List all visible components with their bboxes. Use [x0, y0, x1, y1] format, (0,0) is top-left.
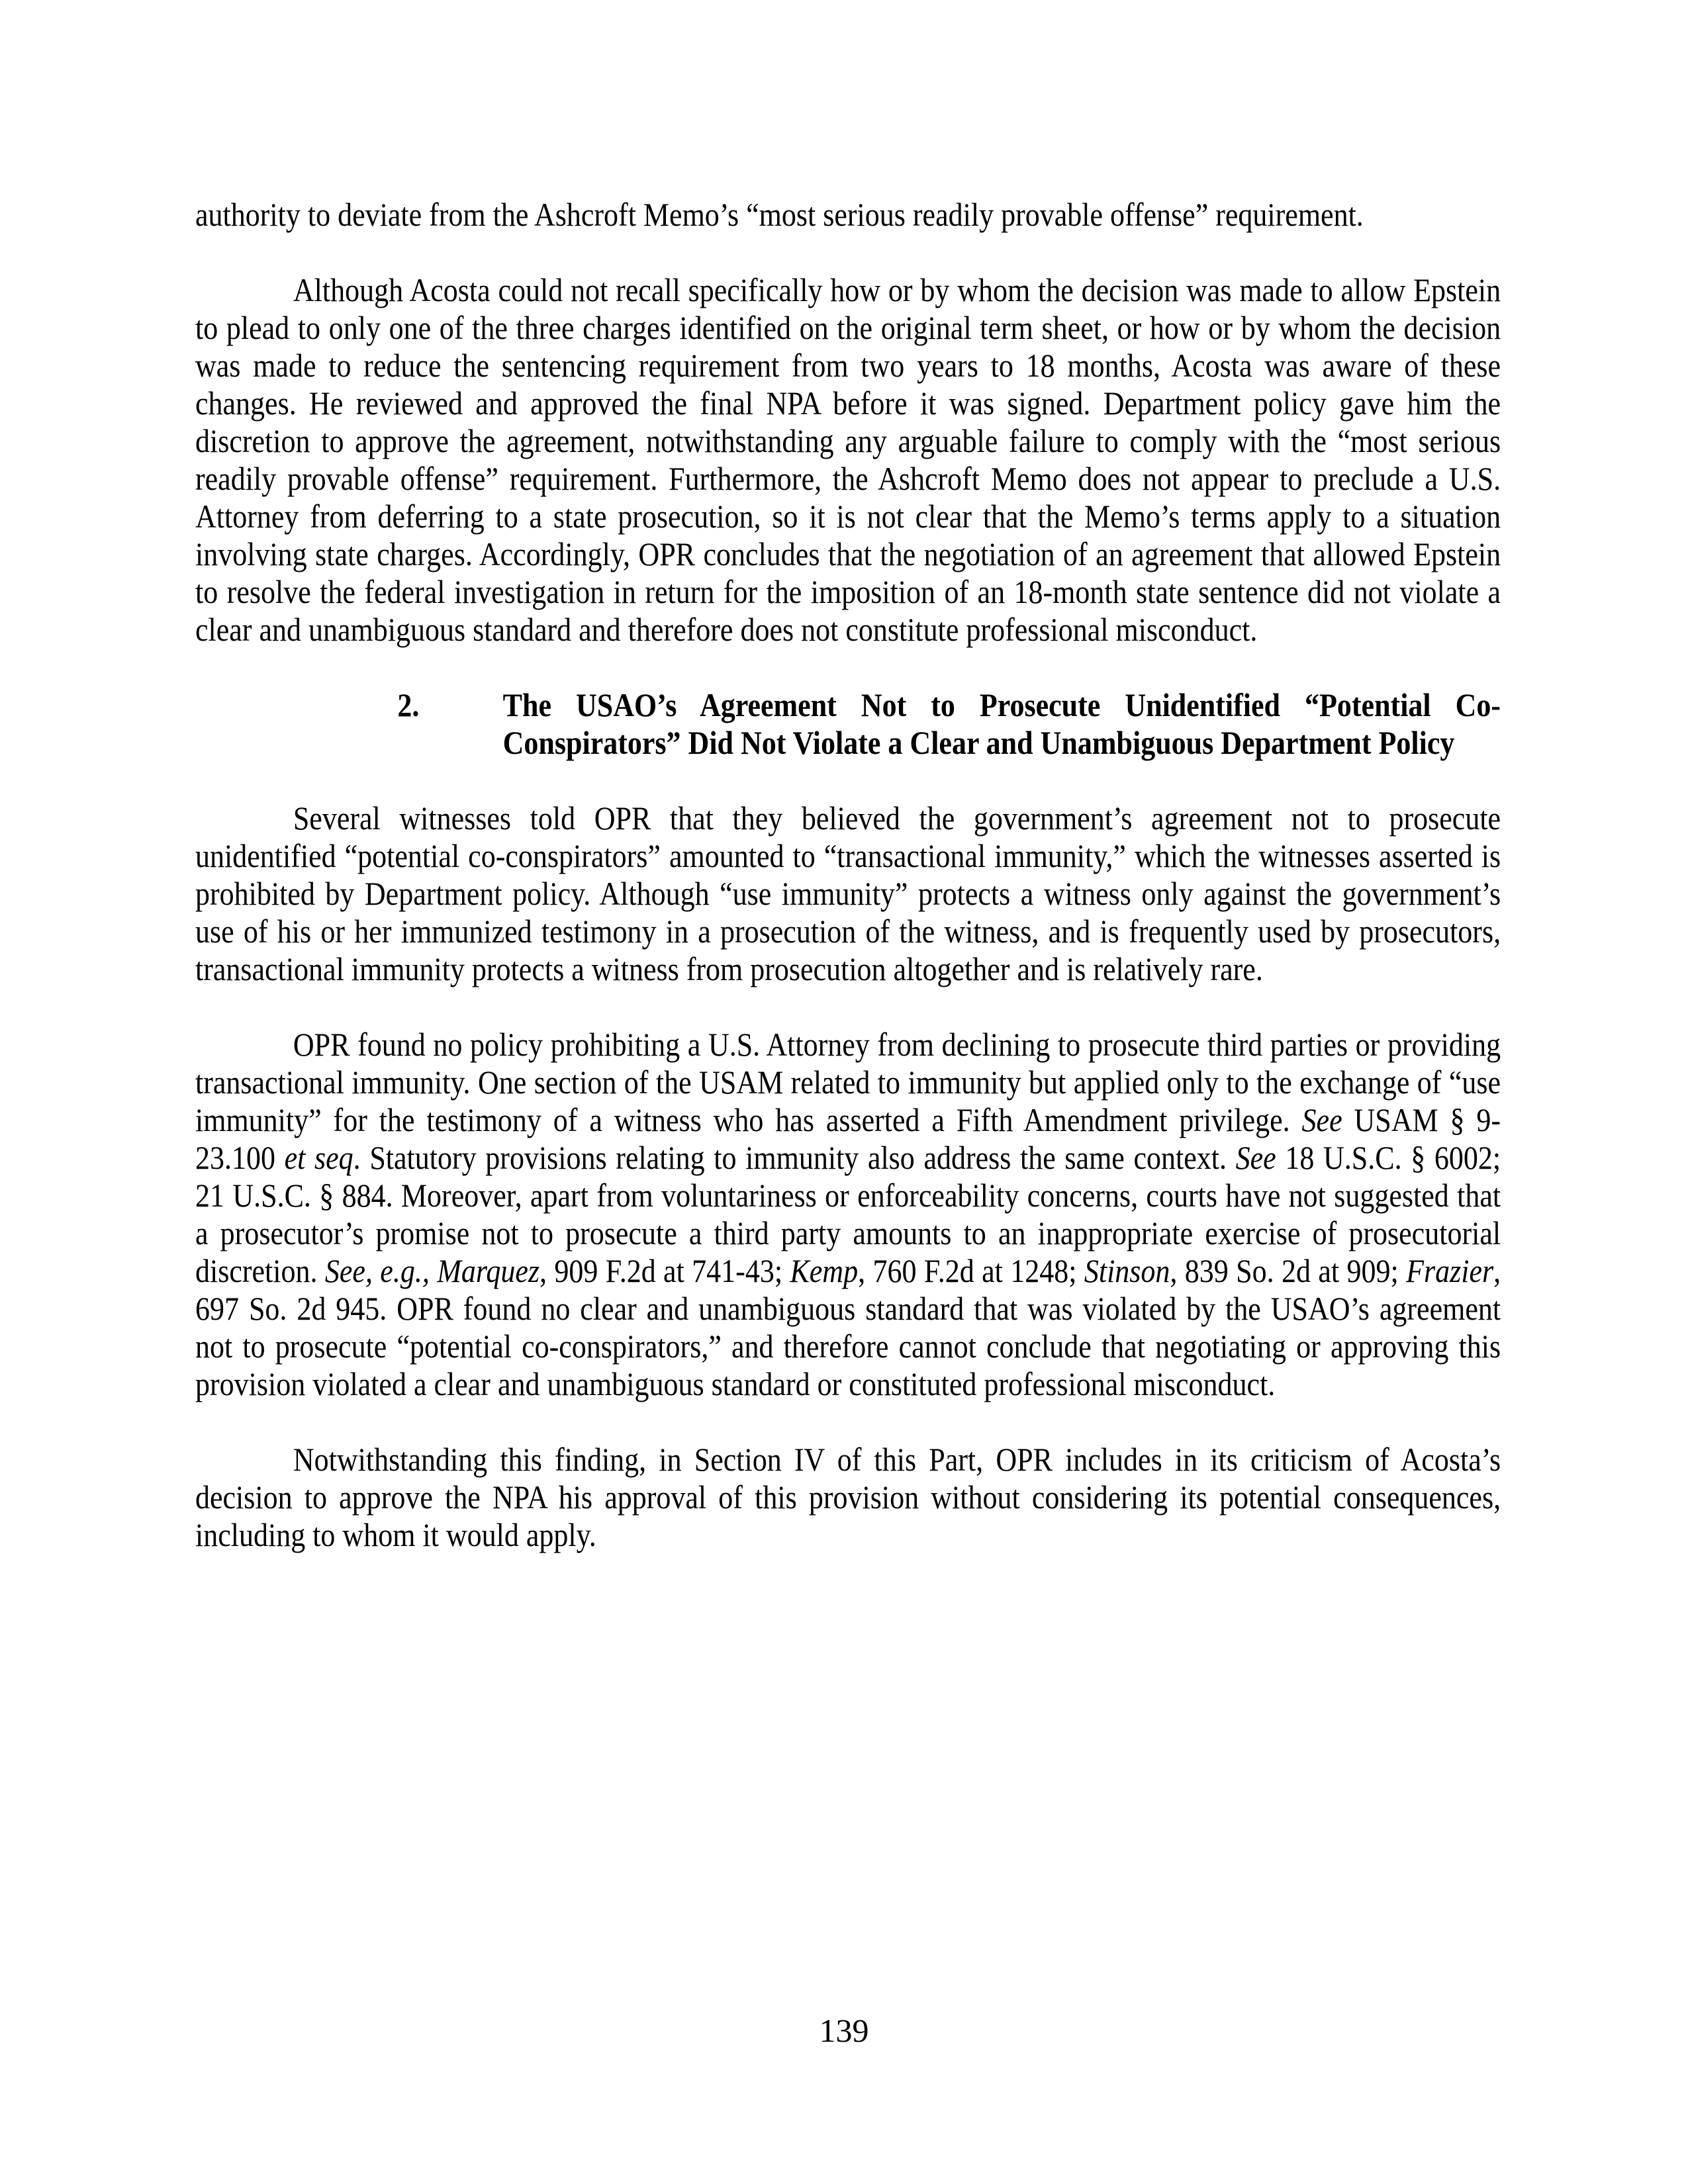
- page-body: [195, 196, 1501, 1592]
- paragraph-witnesses-immunity: Several witnesses told OPR that they believed the government’s agreement not to prosecute unidentified “potential co-conspirators” amounted to “transactional immunity,” which the witnesses asserted is prohibited by Department policy. Although “use immunity” protects a witness only against the government’s use of his or her immunized testimony in a prosecution of the witness, and is frequently used by prosecutors, transactional immunity protects a witness from prosecution altogether and is relatively rare.: [195, 799, 1501, 987]
- page-number: 139: [819, 2012, 869, 2049]
- paragraph-opr-findings: OPR found no policy prohibiting a U.S. Attorney from declining to prosecute third parties or providing transactional immunity. One section of the USAM related to immunity but applied only to the exchange of “use immunity” for the testimony of a witness who has asserted a Fifth Amendment privilege. See USAM § 9-23.100 et seq. Statutory provisions relating to immunity also address the same context. See 18 U.S.C. § 6002; 21 U.S.C. § 884. Moreover, apart from voluntariness or enforceability concerns, courts have not suggested that a prosecutor’s promise not to prosecute a third party amounts to an inappropriate exercise of prosecutorial discretion. See, e.g., Marquez, 909 F.2d at 741-43; Kemp, 760 F.2d at 1248; Stinson, 839 So. 2d at 909; Frazier, 697 So. 2d 945. OPR found no clear and unambiguous standard that was violated by the USAO’s agreement not to prosecute “potential co-conspirators,” and therefore cannot conclude that negotiating or approving this provision violated a clear and unambiguous standard or constituted professional misconduct.: [195, 1026, 1501, 1402]
- section-heading-number: 2.: [397, 686, 420, 723]
- paragraph-acosta-decision: Although Acosta could not recall specifically how or by whom the decision was made to allow Epstein to plead to only one of the three charges identified on the original term sheet, or how or by whom the decision was made to reduce the sentencing requirement from two years to 18 months, Acosta was aware of these changes. He reviewed and approved the final NPA before it was signed. Department policy gave him the discretion to approve the agreement, notwithstanding any arguable failure to comply with the “most serious readily provable offense” requirement. Furthermore, the Ashcroft Memo does not appear to preclude a U.S. Attorney from deferring to a state prosecution, so it is not clear that the Memo’s terms apply to a situation involving state charges. Accordingly, OPR concludes that the negotiation of an agreement that allowed Epstein to resolve the federal investigation in return for the imposition of an 18-month state sentence did not violate a clear and unambiguous standard and therefore does not constitute professional misconduct.: [195, 271, 1501, 648]
- paragraph-continuation: authority to deviate from the Ashcroft Memo’s “most serious readily provable offense” requirement.: [195, 196, 1364, 233]
- section-heading-title: The USAO’s Agreement Not to Prosecute Unidentified “Potential Co-Conspirators” Did Not Violate a Clear and Unambiguous Department Policy: [502, 686, 1501, 761]
- paragraph-notwithstanding: Notwithstanding this finding, in Section IV of this Part, OPR includes in its criticism of Acosta’s decision to approve the NPA his approval of this provision without considering its potential consequences, including to whom it would apply.: [195, 1441, 1501, 1553]
- section-heading: [195, 686, 1501, 762]
